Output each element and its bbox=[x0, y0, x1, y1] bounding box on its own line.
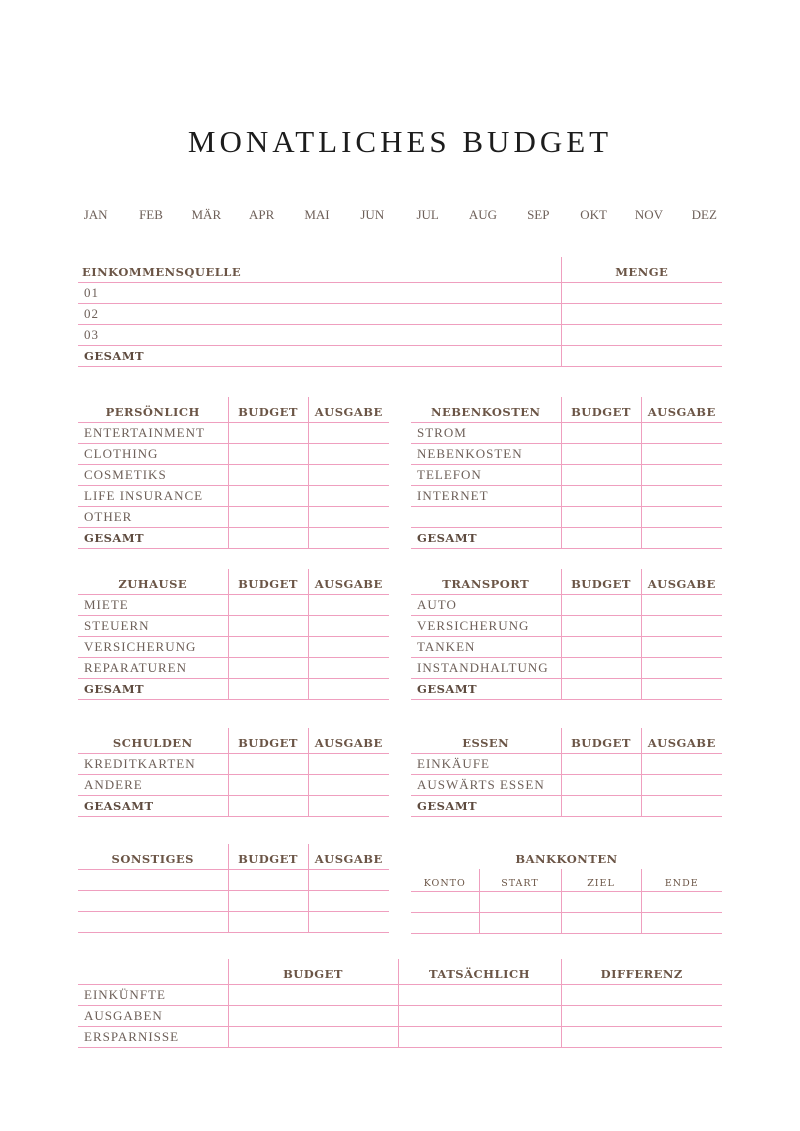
end-cell[interactable] bbox=[641, 892, 722, 913]
row-label: VERSICHERUNG bbox=[411, 616, 561, 637]
month-apr[interactable]: APR bbox=[249, 207, 275, 222]
table-row bbox=[411, 465, 722, 486]
month-jul[interactable]: JUL bbox=[416, 207, 439, 222]
table-row bbox=[78, 1027, 722, 1048]
expense-cell[interactable] bbox=[308, 616, 389, 637]
budget-cell[interactable] bbox=[561, 595, 641, 616]
personal-title: PERSÖNLICH bbox=[78, 397, 228, 423]
budget-cell[interactable] bbox=[561, 637, 641, 658]
row-label: ENTERTAINMENT bbox=[78, 423, 228, 444]
month-dec[interactable]: DEZ bbox=[691, 207, 717, 222]
month-mar[interactable]: MÄR bbox=[191, 207, 222, 222]
budget-header: BUDGET bbox=[561, 728, 641, 754]
row-label: AUTO bbox=[411, 595, 561, 616]
budget-cell[interactable] bbox=[228, 1006, 398, 1027]
table-row bbox=[411, 754, 722, 775]
row-label: NEBENKOSTEN bbox=[411, 444, 561, 465]
difference-cell[interactable] bbox=[561, 1027, 722, 1048]
row-label: OTHER bbox=[78, 507, 228, 528]
month-feb[interactable]: FEB bbox=[139, 207, 163, 222]
table-row bbox=[78, 507, 389, 528]
month-oct[interactable]: OKT bbox=[580, 207, 607, 222]
budget-cell[interactable] bbox=[228, 870, 308, 891]
actual-cell[interactable] bbox=[398, 1006, 561, 1027]
table-row bbox=[78, 637, 389, 658]
expense-cell[interactable] bbox=[308, 465, 389, 486]
table-row bbox=[78, 754, 389, 775]
row-label: INTERNET bbox=[411, 486, 561, 507]
table-row bbox=[411, 658, 722, 679]
expense-cell[interactable] bbox=[641, 637, 722, 658]
table-row bbox=[411, 595, 722, 616]
difference-cell[interactable] bbox=[561, 985, 722, 1006]
summary-corner bbox=[78, 959, 228, 985]
month-jun[interactable]: JUN bbox=[360, 207, 385, 222]
budget-cell[interactable] bbox=[228, 444, 308, 465]
expense-cell[interactable] bbox=[308, 796, 389, 817]
budget-cell[interactable] bbox=[228, 528, 308, 549]
income-total-label: GESAMT bbox=[78, 346, 561, 367]
row-label: EINKÄUFE bbox=[411, 754, 561, 775]
row-label: INSTANDHALTUNG bbox=[411, 658, 561, 679]
budget-cell[interactable] bbox=[228, 985, 398, 1006]
expense-header: AUSGABE bbox=[308, 397, 389, 423]
goal-cell[interactable] bbox=[561, 913, 641, 934]
expense-cell[interactable] bbox=[641, 486, 722, 507]
row-label: STROM bbox=[411, 423, 561, 444]
row-label: LIFE INSURANCE bbox=[78, 486, 228, 507]
table-row bbox=[78, 679, 389, 700]
income-source-label: 02 bbox=[78, 304, 561, 325]
expense-cell[interactable] bbox=[308, 444, 389, 465]
expense-cell[interactable] bbox=[641, 423, 722, 444]
table-row bbox=[411, 423, 722, 444]
goal-cell[interactable] bbox=[561, 892, 641, 913]
budget-cell[interactable] bbox=[561, 679, 641, 700]
table-row bbox=[78, 796, 389, 817]
actual-cell[interactable] bbox=[398, 985, 561, 1006]
expense-header: AUSGABE bbox=[308, 844, 389, 870]
row-label: REPARATUREN bbox=[78, 658, 228, 679]
expense-cell[interactable] bbox=[308, 423, 389, 444]
bank-col-goal: ZIEL bbox=[561, 869, 641, 892]
income-amount-cell[interactable] bbox=[561, 283, 722, 304]
table-row bbox=[78, 912, 389, 933]
month-selector bbox=[68, 207, 732, 225]
transport-title: TRANSPORT bbox=[411, 569, 561, 595]
row-label: ANDERE bbox=[78, 775, 228, 796]
transport-table bbox=[411, 569, 722, 700]
table-row bbox=[78, 465, 389, 486]
table-row bbox=[411, 913, 722, 934]
expense-cell[interactable] bbox=[641, 775, 722, 796]
expense-cell[interactable] bbox=[308, 912, 389, 933]
expense-cell[interactable] bbox=[308, 870, 389, 891]
budget-cell[interactable] bbox=[228, 637, 308, 658]
month-sep[interactable]: SEP bbox=[527, 207, 550, 222]
budget-cell[interactable] bbox=[561, 796, 641, 817]
expense-cell[interactable] bbox=[308, 658, 389, 679]
budget-header: BUDGET bbox=[228, 397, 308, 423]
expense-header: AUSGABE bbox=[308, 569, 389, 595]
budget-cell[interactable] bbox=[228, 912, 308, 933]
expense-header: AUSGABE bbox=[641, 397, 722, 423]
table-row bbox=[411, 637, 722, 658]
income-amount-header: MENGE bbox=[561, 257, 722, 283]
home-table bbox=[78, 569, 389, 700]
summary-col-budget: BUDGET bbox=[228, 959, 398, 985]
budget-cell[interactable] bbox=[561, 486, 641, 507]
row-label: AUSGABEN bbox=[78, 1006, 228, 1027]
income-source-header: EINKOMMENSQUELLE bbox=[78, 257, 561, 283]
bank-accounts-title: BANKKONTEN bbox=[515, 852, 618, 866]
budget-header: BUDGET bbox=[228, 569, 308, 595]
expense-cell[interactable] bbox=[308, 754, 389, 775]
total-label: GESAMT bbox=[78, 679, 228, 700]
row-label: CLOTHING bbox=[78, 444, 228, 465]
row-label: MIETE bbox=[78, 595, 228, 616]
expense-cell[interactable] bbox=[308, 637, 389, 658]
expense-cell[interactable] bbox=[641, 595, 722, 616]
month-may[interactable]: MAI bbox=[304, 207, 330, 222]
bank-col-start: START bbox=[479, 869, 561, 892]
income-total-cell[interactable] bbox=[561, 346, 722, 367]
page-title: MONATLICHES BUDGET bbox=[187, 124, 613, 159]
personal-table bbox=[78, 397, 389, 549]
month-jan[interactable]: JAN bbox=[83, 207, 108, 222]
expense-cell[interactable] bbox=[641, 754, 722, 775]
total-label: GESAMT bbox=[411, 679, 561, 700]
expense-cell[interactable] bbox=[308, 775, 389, 796]
utilities-title: NEBENKOSTEN bbox=[411, 397, 561, 423]
expense-cell[interactable] bbox=[308, 595, 389, 616]
debts-title: SCHULDEN bbox=[78, 728, 228, 754]
total-label: GESAMT bbox=[411, 796, 561, 817]
expense-cell[interactable] bbox=[641, 616, 722, 637]
food-title: ESSEN bbox=[411, 728, 561, 754]
budget-cell[interactable] bbox=[228, 754, 308, 775]
expense-cell[interactable] bbox=[641, 796, 722, 817]
total-label: GESAMT bbox=[78, 528, 228, 549]
expense-cell[interactable] bbox=[308, 891, 389, 912]
income-table bbox=[78, 257, 722, 367]
budget-cell[interactable] bbox=[228, 679, 308, 700]
table-row bbox=[78, 423, 389, 444]
budget-cell[interactable] bbox=[561, 528, 641, 549]
expense-cell[interactable] bbox=[308, 679, 389, 700]
table-row bbox=[411, 775, 722, 796]
expense-cell[interactable] bbox=[641, 507, 722, 528]
budget-cell[interactable] bbox=[228, 423, 308, 444]
budget-cell[interactable] bbox=[228, 775, 308, 796]
misc-title: SONSTIGES bbox=[78, 844, 228, 870]
table-row bbox=[411, 616, 722, 637]
expense-header: AUSGABE bbox=[308, 728, 389, 754]
table-row bbox=[411, 892, 722, 913]
start-cell[interactable] bbox=[479, 892, 561, 913]
budget-cell[interactable] bbox=[561, 775, 641, 796]
summary-col-difference: DIFFERENZ bbox=[561, 959, 722, 985]
income-amount-cell[interactable] bbox=[561, 325, 722, 346]
expense-header: AUSGABE bbox=[641, 728, 722, 754]
table-row bbox=[78, 870, 389, 891]
income-source-label: 01 bbox=[78, 283, 561, 304]
table-row bbox=[411, 528, 722, 549]
budget-cell[interactable] bbox=[228, 891, 308, 912]
budget-header: BUDGET bbox=[228, 728, 308, 754]
row-label: KREDITKARTEN bbox=[78, 754, 228, 775]
table-row bbox=[411, 679, 722, 700]
summary-col-actual: TATSÄCHLICH bbox=[398, 959, 561, 985]
budget-cell[interactable] bbox=[228, 616, 308, 637]
row-label: TELEFON bbox=[411, 465, 561, 486]
budget-cell[interactable] bbox=[228, 658, 308, 679]
table-row bbox=[78, 283, 722, 304]
expense-header: AUSGABE bbox=[641, 569, 722, 595]
table-row bbox=[411, 486, 722, 507]
table-row bbox=[78, 486, 389, 507]
budget-cell[interactable] bbox=[561, 658, 641, 679]
income-source-label: 03 bbox=[78, 325, 561, 346]
table-row bbox=[78, 775, 389, 796]
summary-table bbox=[78, 959, 722, 1048]
actual-cell[interactable] bbox=[398, 1027, 561, 1048]
month-nov[interactable]: NOV bbox=[634, 207, 664, 222]
expense-cell[interactable] bbox=[308, 486, 389, 507]
expense-cell[interactable] bbox=[308, 528, 389, 549]
budget-header: BUDGET bbox=[561, 397, 641, 423]
budget-cell[interactable] bbox=[228, 796, 308, 817]
table-row bbox=[78, 891, 389, 912]
account-cell[interactable] bbox=[411, 913, 479, 934]
table-row bbox=[78, 444, 389, 465]
row-label: AUSWÄRTS ESSEN bbox=[411, 775, 561, 796]
table-row bbox=[78, 658, 389, 679]
income-amount-cell[interactable] bbox=[561, 304, 722, 325]
budget-header: BUDGET bbox=[228, 844, 308, 870]
row-label: VERSICHERUNG bbox=[78, 637, 228, 658]
table-row bbox=[411, 507, 722, 528]
budget-cell[interactable] bbox=[561, 465, 641, 486]
budget-cell[interactable] bbox=[228, 486, 308, 507]
expense-cell[interactable] bbox=[641, 465, 722, 486]
expense-cell[interactable] bbox=[308, 507, 389, 528]
difference-cell[interactable] bbox=[561, 1006, 722, 1027]
budget-cell[interactable] bbox=[561, 616, 641, 637]
expense-cell[interactable] bbox=[641, 679, 722, 700]
table-row bbox=[411, 444, 722, 465]
table-row bbox=[411, 796, 722, 817]
total-label: GEASAMT bbox=[78, 796, 228, 817]
food-table bbox=[411, 728, 722, 817]
table-row bbox=[78, 985, 722, 1006]
budget-cell[interactable] bbox=[228, 507, 308, 528]
end-cell[interactable] bbox=[641, 913, 722, 934]
budget-cell[interactable] bbox=[561, 754, 641, 775]
expense-cell[interactable] bbox=[641, 528, 722, 549]
start-cell[interactable] bbox=[479, 913, 561, 934]
budget-cell[interactable] bbox=[561, 423, 641, 444]
table-row bbox=[78, 1006, 722, 1027]
table-row bbox=[78, 304, 722, 325]
utilities-table bbox=[411, 397, 722, 549]
budget-cell[interactable] bbox=[228, 465, 308, 486]
row-label: COSMETIKS bbox=[78, 465, 228, 486]
month-aug[interactable]: AUG bbox=[468, 207, 498, 222]
bank-col-account: KONTO bbox=[411, 869, 479, 892]
table-row bbox=[78, 616, 389, 637]
account-cell[interactable] bbox=[411, 892, 479, 913]
row-label: STEUERN bbox=[78, 616, 228, 637]
row-label[interactable] bbox=[78, 912, 228, 933]
budget-cell[interactable] bbox=[561, 507, 641, 528]
bank-col-end: ENDE bbox=[641, 869, 722, 892]
row-label[interactable] bbox=[78, 870, 228, 891]
debts-table bbox=[78, 728, 389, 817]
table-row bbox=[78, 595, 389, 616]
row-label: ERSPARNISSE bbox=[78, 1027, 228, 1048]
table-row bbox=[78, 346, 722, 367]
expense-cell[interactable] bbox=[641, 444, 722, 465]
expense-cell[interactable] bbox=[641, 658, 722, 679]
row-label bbox=[411, 507, 561, 528]
table-row bbox=[78, 528, 389, 549]
row-label: EINKÜNFTE bbox=[78, 985, 228, 1006]
row-label: TANKEN bbox=[411, 637, 561, 658]
budget-cell[interactable] bbox=[228, 1027, 398, 1048]
table-row bbox=[78, 325, 722, 346]
budget-header: BUDGET bbox=[561, 569, 641, 595]
budget-cell[interactable] bbox=[228, 595, 308, 616]
row-label[interactable] bbox=[78, 891, 228, 912]
misc-table bbox=[78, 844, 389, 933]
home-title: ZUHAUSE bbox=[78, 569, 228, 595]
bank-accounts-table bbox=[411, 844, 722, 934]
budget-cell[interactable] bbox=[561, 444, 641, 465]
total-label: GESAMT bbox=[411, 528, 561, 549]
